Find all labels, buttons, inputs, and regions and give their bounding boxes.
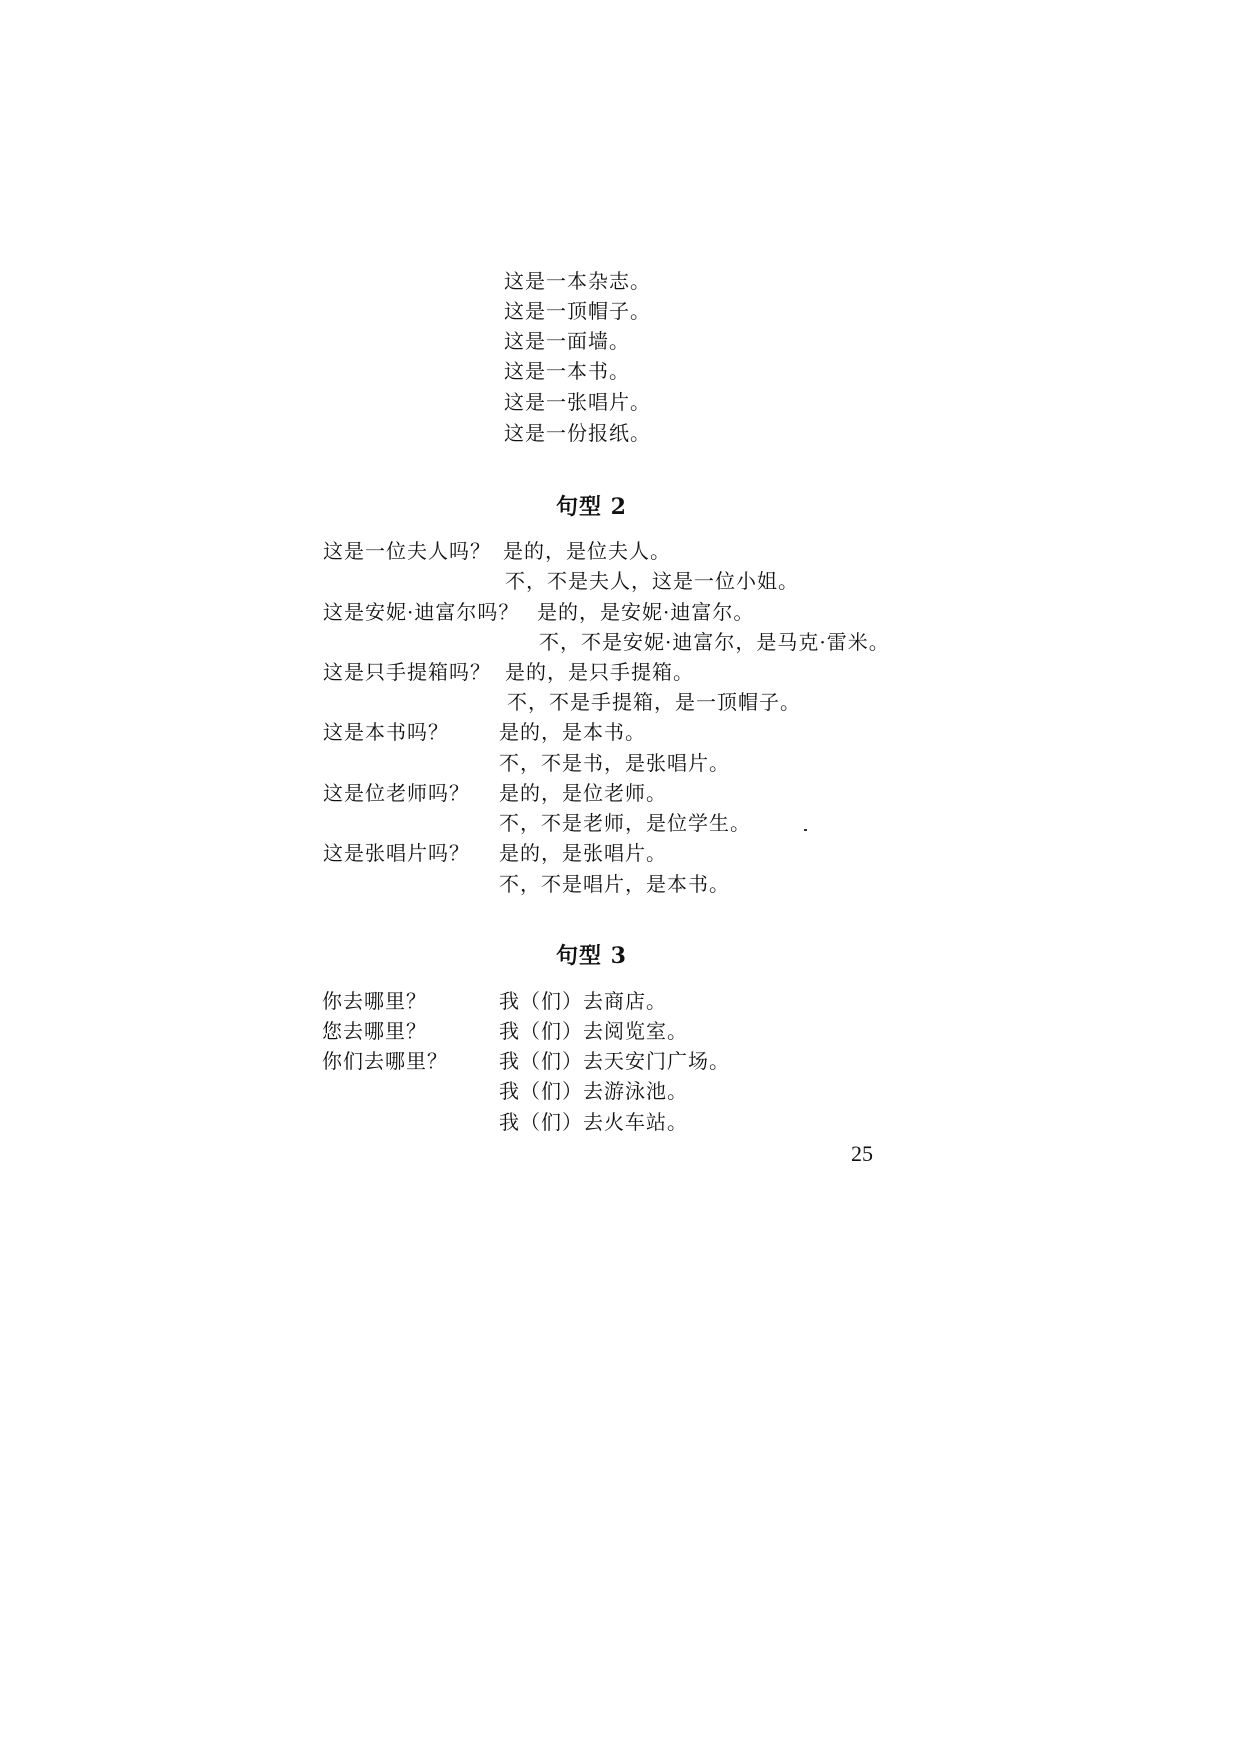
page-number: 25: [851, 1141, 873, 1166]
answer-text: 是的，是只手提箱。: [505, 660, 694, 684]
answer-text: 不，不是唱片，是本书。: [499, 872, 730, 896]
section-heading-pattern-2: 句型 2: [556, 494, 627, 520]
question-text: 你去哪里？: [322, 989, 427, 1013]
answer-text: 不，不是手提箱，是一顶帽子。: [507, 690, 801, 714]
answer-text: 不，不是安妮·迪富尔，是马克·雷米。: [539, 630, 890, 654]
question-text: 这是只手提箱吗？: [323, 660, 491, 684]
answer-text: 不，不是书，是张唱片。: [499, 751, 730, 775]
answer-text: 是的，是本书。: [499, 720, 646, 744]
question-text: 这是一位夫人吗？: [323, 539, 491, 563]
intro-sentence: 这是一张唱片。: [504, 390, 651, 414]
answer-text: 是的，是位夫人。: [503, 539, 671, 563]
question-text: 你们去哪里？: [322, 1049, 448, 1073]
answer-text: 我（们）去阅览室。: [499, 1019, 688, 1043]
intro-sentence: 这是一份报纸。: [504, 421, 651, 445]
answer-text: 是的，是位老师。: [499, 781, 667, 805]
answer-text: 我（们）去火车站。: [499, 1110, 688, 1134]
question-text: 这是本书吗？: [323, 720, 449, 744]
intro-sentence: 这是一本书。: [504, 359, 630, 383]
print-speck: [804, 829, 807, 831]
question-text: 这是安妮·迪富尔吗？: [323, 600, 520, 624]
answer-text: 不，不是老师，是位学生。: [499, 811, 751, 835]
question-text: 您去哪里？: [322, 1019, 427, 1043]
section-heading-pattern-3: 句型 3: [556, 943, 627, 969]
answer-text: 我（们）去游泳池。: [499, 1079, 688, 1103]
question-text: 这是位老师吗？: [323, 781, 470, 805]
answer-text: 是的，是张唱片。: [499, 841, 667, 865]
answer-text: 我（们）去天安门广场。: [499, 1049, 730, 1073]
answer-text: 是的，是安妮·迪富尔。: [537, 600, 755, 624]
intro-sentence: 这是一面墙。: [504, 329, 630, 353]
question-text: 这是张唱片吗？: [323, 841, 470, 865]
intro-sentence: 这是一本杂志。: [504, 269, 651, 293]
answer-text: 我（们）去商店。: [499, 989, 667, 1013]
intro-sentence: 这是一顶帽子。: [504, 299, 651, 323]
answer-text: 不，不是夫人，这是一位小姐。: [505, 569, 799, 593]
